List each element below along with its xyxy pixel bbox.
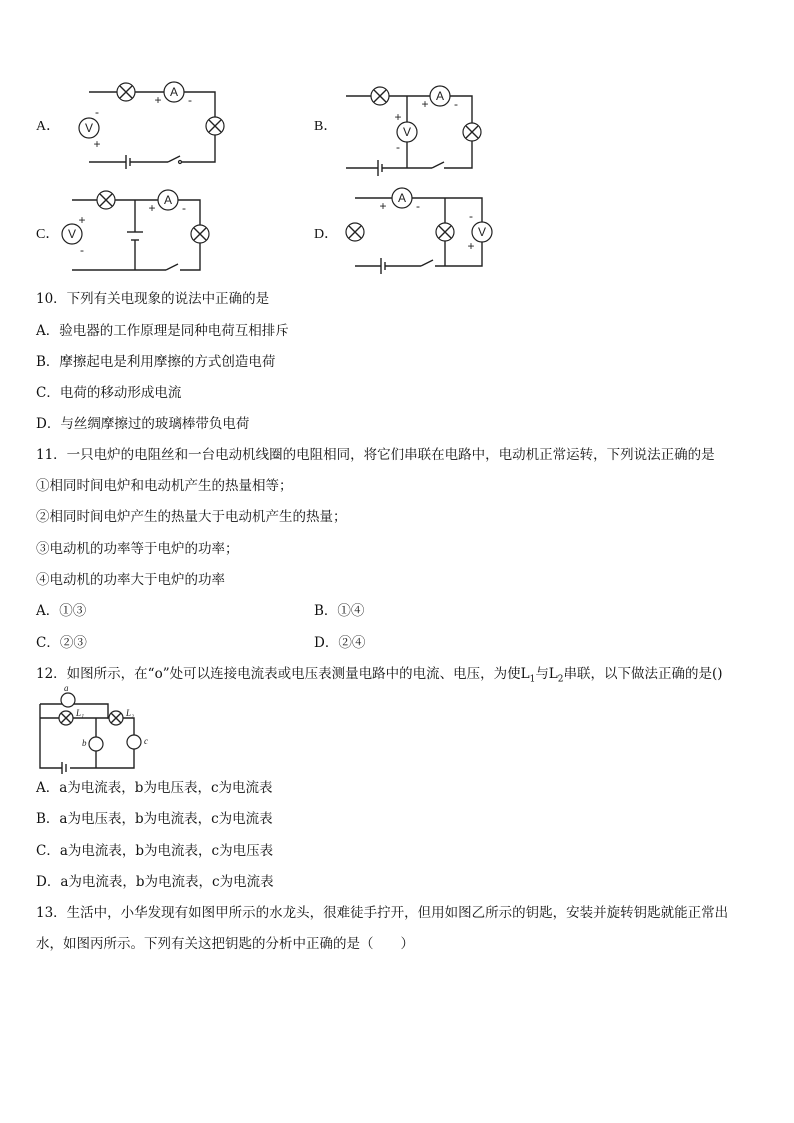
question-10-stem: 10．下列有关电现象的说法中正确的是 [36,291,270,307]
meter-c-icon [127,735,141,749]
circuit-a-diagram [70,76,230,176]
question-11-option-a[interactable]: A．①③ [36,603,87,619]
svg-text:-: - [80,243,84,257]
question-13-line-1: 13．生活中，小华发现有如图甲所示的水龙头，很难徒手拧开，但用如图乙所示的钥匙，安装并旋转钥匙就能正常出 [36,905,729,921]
question-10-option-b[interactable]: B．摩擦起电是利用摩擦的方式创造电荷 [36,354,276,370]
question-12-circuit-diagram [36,683,161,776]
svg-text:A: A [163,193,173,207]
question-11-option-b[interactable]: B．①④ [314,603,365,619]
svg-text:-: - [416,199,420,213]
svg-text:L₁: L₁ [76,708,85,718]
question-11-option-d[interactable]: D．②④ [314,635,366,651]
svg-text:L₂: L₂ [126,708,135,718]
svg-text:A: A [435,89,445,103]
svg-text:+: + [148,201,156,215]
svg-text:+: + [467,239,475,253]
svg-text:-: - [182,201,186,215]
meter-b-icon [89,737,103,751]
svg-text:V: V [67,227,77,241]
svg-text:+: + [154,93,162,107]
svg-text:+: + [394,110,402,124]
question-11-statement-1: ①相同时间电炉和电动机产生的热量相等； [36,478,293,494]
svg-text:+: + [421,97,429,111]
svg-text:-: - [396,140,400,154]
svg-text:-: - [95,105,99,119]
question-12-stem: 12．如图所示，在“o”处可以连接电流表或电压表测量电路中的电流、电压，为使$L_1$与$L_2$串联，以下做法正确的是() [36,666,723,685]
question-10-option-d[interactable]: D．与丝绸摩擦过的玻璃棒带负电荷 [36,416,250,432]
svg-text:c: c [144,736,148,746]
option-c-label[interactable]: C． [36,227,60,242]
option-d-label[interactable]: D． [314,227,339,242]
svg-text:-: - [454,97,458,111]
question-12-option-d[interactable]: D．a为电流表，b为电流表，c为电流表 [36,874,274,890]
svg-text:a: a [64,683,69,693]
svg-text:+: + [379,199,387,213]
question-10-option-c[interactable]: C．电荷的移动形成电流 [36,385,182,401]
question-12-option-a[interactable]: A．a为电流表，b为电压表，c为电流表 [36,780,273,796]
option-a-label[interactable]: A． [36,119,61,134]
question-11-option-c[interactable]: C．②③ [36,635,87,651]
question-11-stem: 11．一只电炉的电阻丝和一台电动机线圈的电阻相同，将它们串联在电路中，电动机正常运转，下列说法正确的是 [36,447,715,463]
question-12-option-b[interactable]: B．a为电压表，b为电流表，c为电流表 [36,811,273,827]
question-11-statement-4: ④电动机的功率大于电炉的功率 [36,572,225,588]
circuit-d-diagram [345,184,495,279]
svg-text:+: + [93,137,101,151]
circuit-c-diagram [60,186,220,276]
svg-text:V: V [84,121,94,135]
svg-text:-: - [469,209,473,223]
question-12-option-c[interactable]: C．a为电流表，b为电流表，c为电压表 [36,843,274,859]
svg-text:b: b [82,738,87,748]
svg-text:-: - [188,93,192,107]
question-10-option-a[interactable]: A．验电器的工作原理是同种电荷互相排斥 [36,323,289,339]
option-b-label[interactable]: B． [314,119,338,134]
svg-text:A: A [397,191,407,205]
circuit-options [0,0,794,290]
meter-a-icon [61,693,75,707]
question-11-statement-2: ②相同时间电炉产生的热量大于电动机产生的热量； [36,509,347,525]
svg-text:V: V [402,125,412,139]
svg-text:+: + [78,213,86,227]
circuit-b-diagram [340,80,490,180]
svg-text:V: V [477,225,487,239]
question-13-line-2: 水，如图丙所示。下列有关这把钥匙的分析中正确的是（ ） [36,936,414,952]
svg-text:A: A [169,85,179,99]
question-11-statement-3: ③电动机的功率等于电炉的功率； [36,541,239,557]
